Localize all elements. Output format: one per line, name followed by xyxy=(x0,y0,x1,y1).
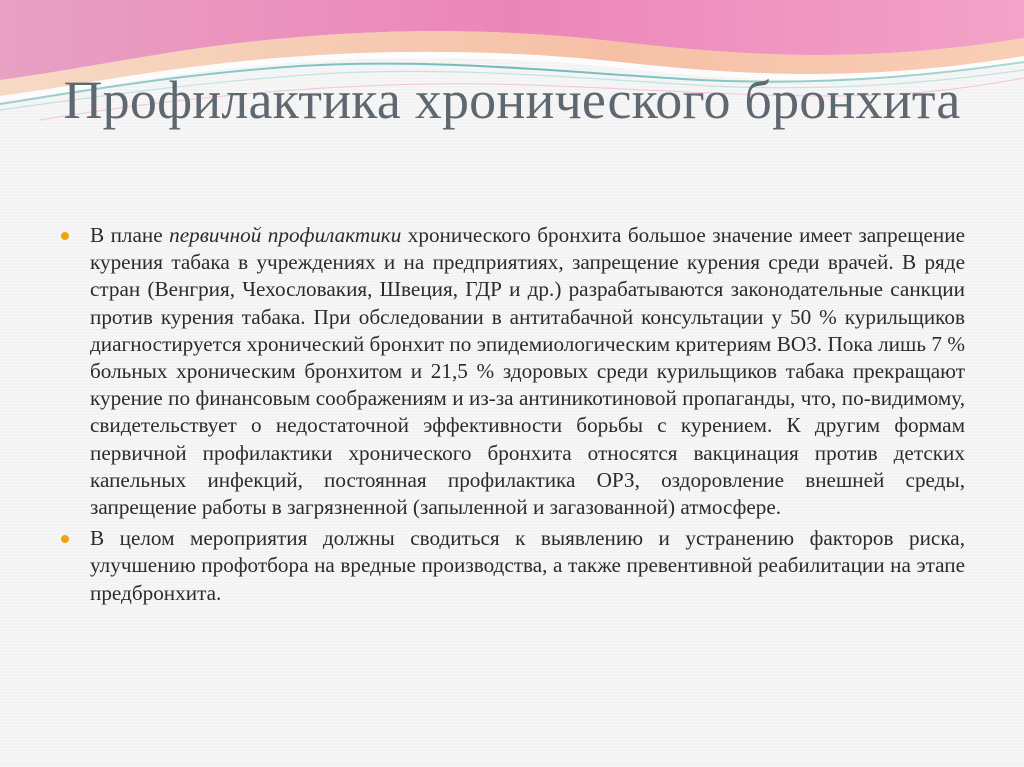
bullet-list xyxy=(60,222,965,611)
bullet-item-1 xyxy=(60,222,965,521)
bullet-dot-icon xyxy=(61,232,69,240)
bullet-1-text-rest: хронического бронхита большое значение имеет запрещение курения табака в учреждениях и на предприятиях, запрещение курения среди врачей. В ряде стран (Венгрия, Чехословакия, Швеция, ГДР и др.) разрабатываются законодательные санкции против курения табака. При обследовании в антитабачной консультации у 50 % курильщиков диагностируется хронический бронхит по эпидемиологическим критериям ВОЗ. Пока лишь 7 % больных хроническим бронхитом и 21,5 % здоровых среди курильщиков табака прекращают курение по финансовым соображениям и из-за антиникотиновой пропаганды, что, по-видимому, свидетельствует о недостаточной эффективности борьбы с курением. К другим формам первичной профилактики хронического бронхита относятся вакцинация против детских капельных инфекций, постоянная профилактика ОРЗ, оздоровление внешней среды, запрещение работы в загрязненной (запыленной и загазованной) атмосфере. xyxy=(90,223,965,520)
slide-title: Профилактика хронического бронхита xyxy=(63,70,961,130)
bullet-dot-icon xyxy=(61,535,69,543)
bullet-1-text-start: В плане xyxy=(90,223,170,247)
bullet-1-italic-term: первичной профилактики xyxy=(169,223,402,247)
bullet-item-2 xyxy=(60,525,965,607)
bullet-2-text: В целом мероприятия должны сводиться к выявлению и устранению факторов риска, улучшению профотбора на вредные производства, а также превентивной реабилитации на этапе предбронхита. xyxy=(90,526,965,605)
